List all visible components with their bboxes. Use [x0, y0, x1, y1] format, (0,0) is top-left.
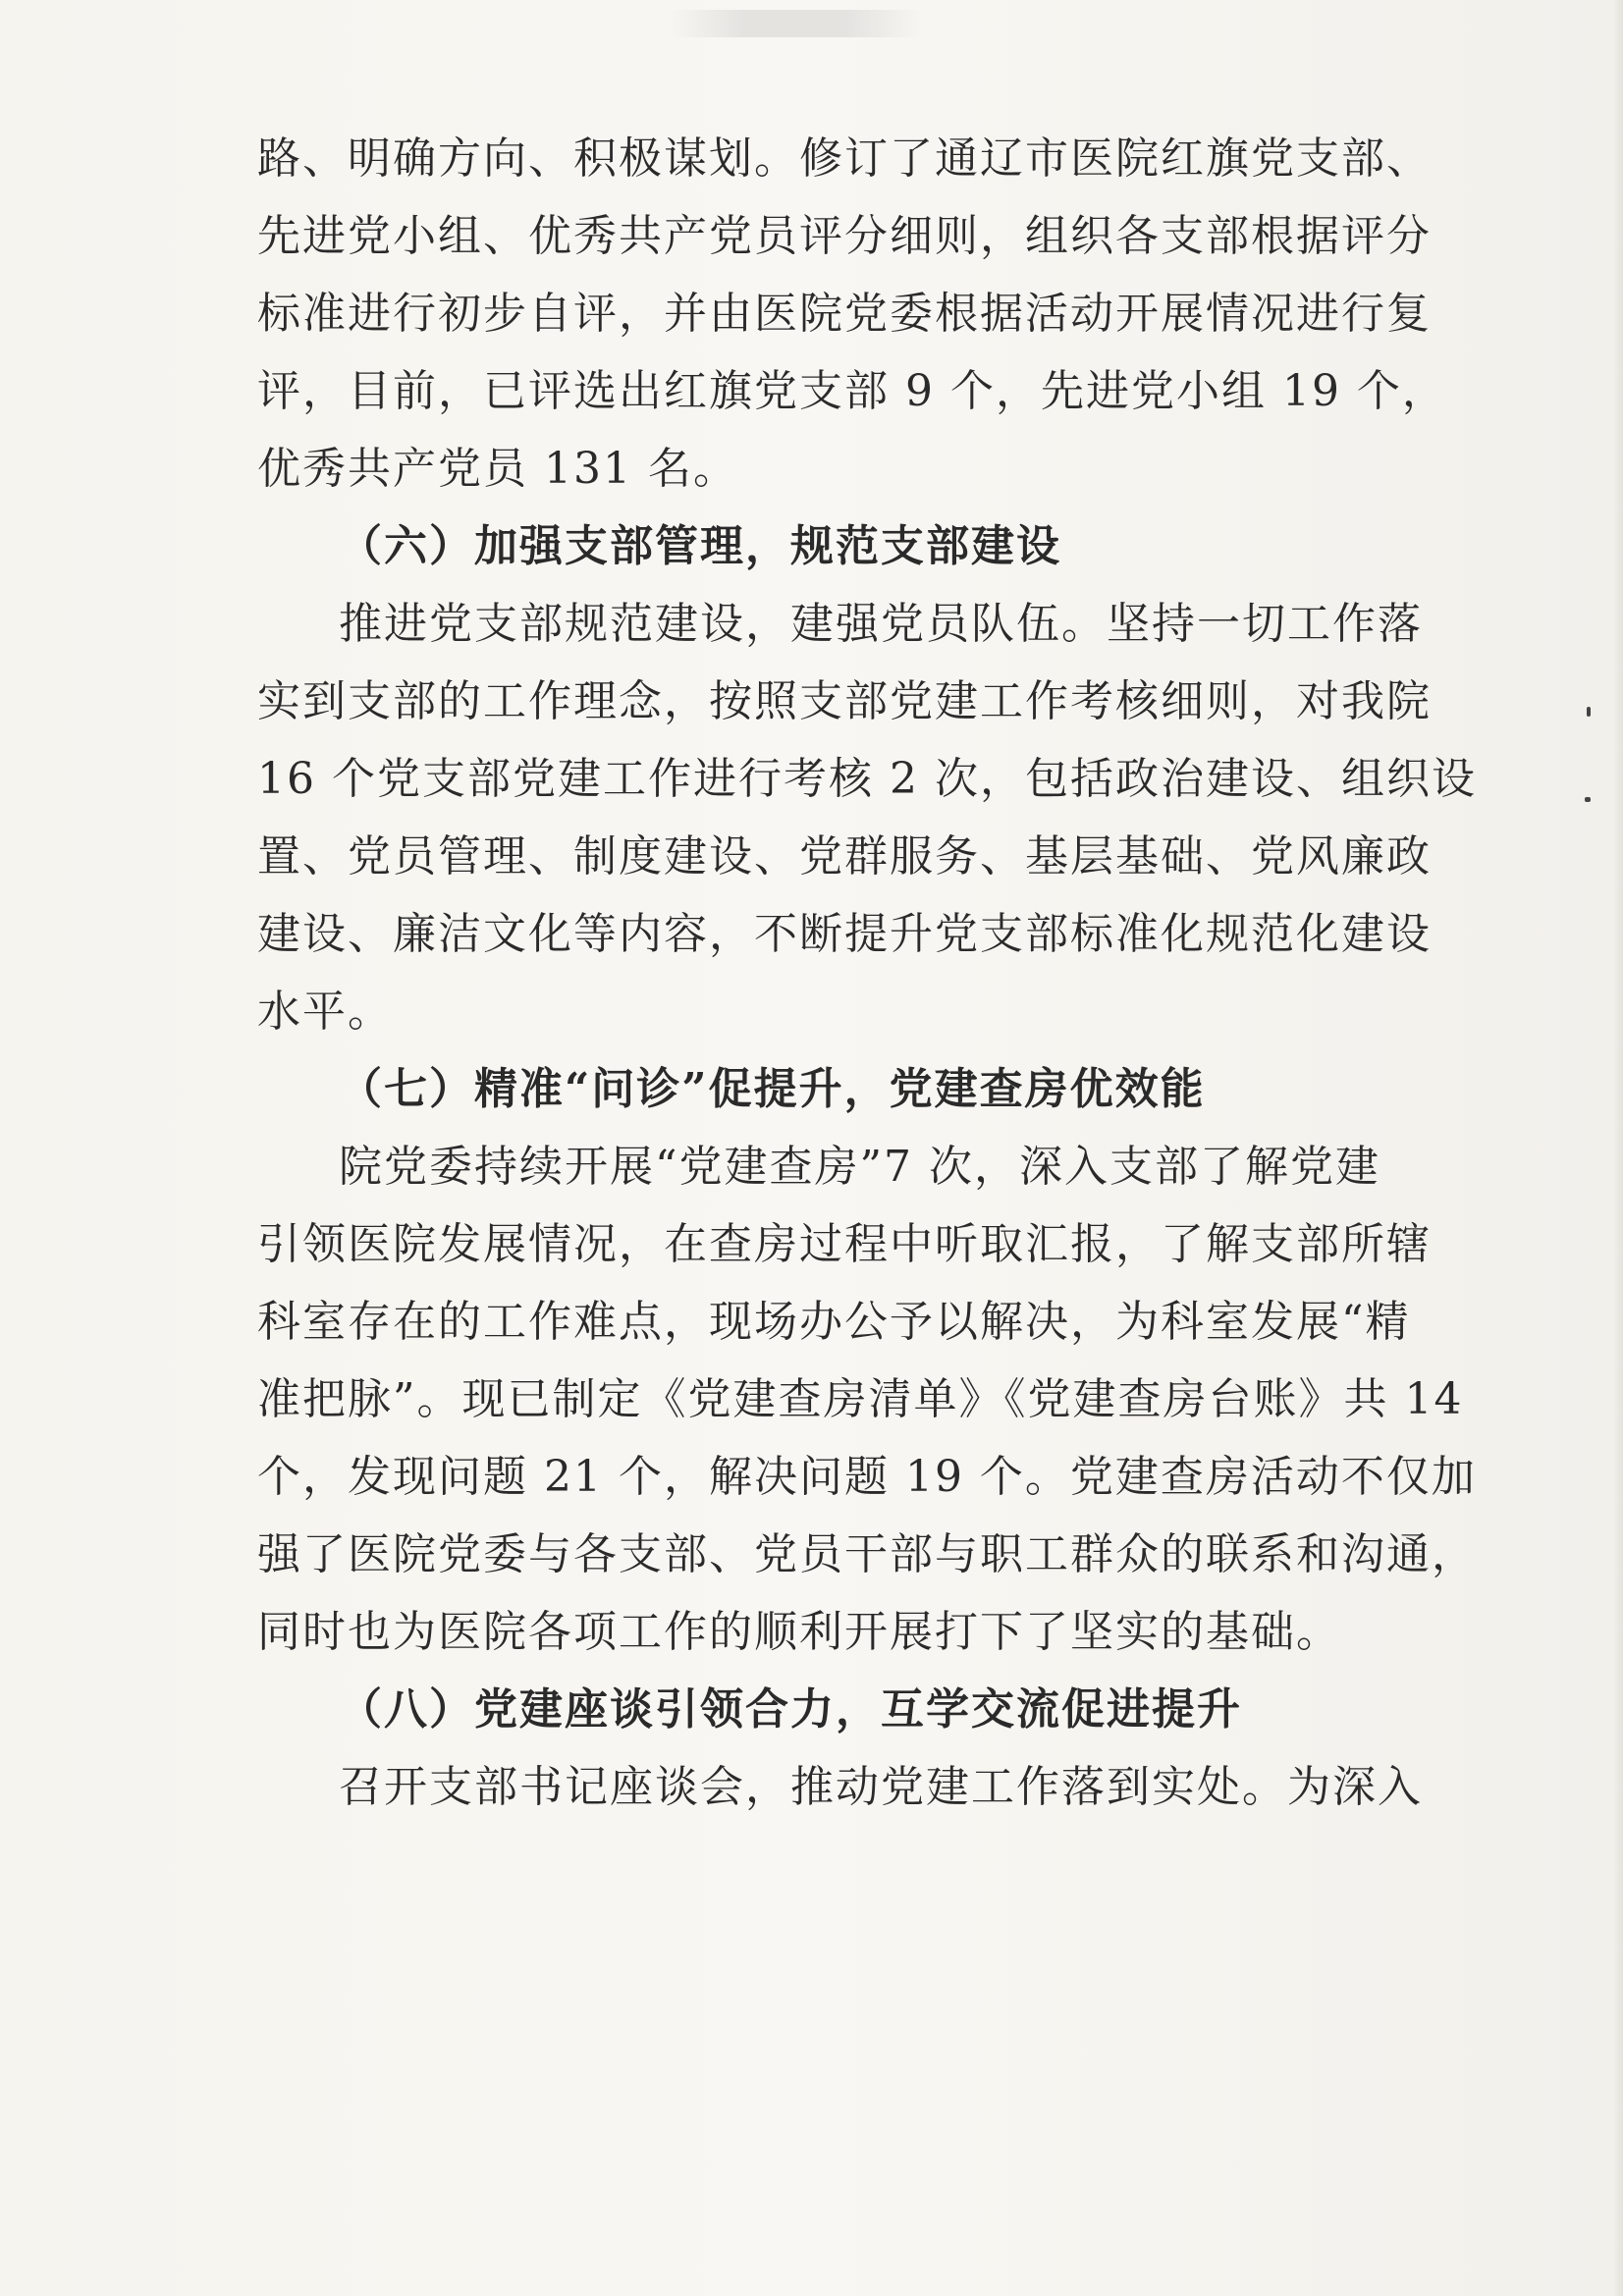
paragraph-line: 水平。 [257, 987, 393, 1037]
paragraph-line: 标准进行初步自评，并由医院党委根据活动开展情况进行复 [257, 289, 1432, 339]
paragraph-line: 建设、廉洁文化等内容，不断提升党支部标准化规范化建设 [257, 909, 1432, 959]
paragraph-line: 优秀共产党员 131 名。 [257, 444, 738, 494]
top-scan-artifact [668, 10, 923, 37]
paragraph-line: 路、明确方向、积极谋划。修订了通辽市医院红旗党支部、 [257, 133, 1432, 184]
section-heading-7: （七）精准“问诊”促提升，党建查房优效能 [339, 1064, 1206, 1114]
paragraph-line: 准把脉”。现已制定《党建查房清单》《党建查房台账》共 14 [257, 1374, 1464, 1424]
section-heading-8: （八）党建座谈引领合力，互学交流促进提升 [339, 1684, 1242, 1735]
scan-speck [1587, 707, 1591, 717]
paragraph-line: 16 个党支部党建工作进行考核 2 次，包括政治建设、组织设 [257, 754, 1477, 804]
paragraph-line: 同时也为医院各项工作的顺利开展打下了坚实的基础。 [257, 1607, 1341, 1657]
paragraph-line: 引领医院发展情况，在查房过程中听取汇报，了解支部所辖 [257, 1219, 1432, 1269]
paragraph-line: 召开支部书记座谈会，推动党建工作落到实处。为深入 [339, 1762, 1423, 1812]
paragraph-line: 评，目前，已评选出红旗党支部 9 个，先进党小组 19 个， [257, 366, 1447, 416]
paragraph-line: 个，发现问题 21 个，解决问题 19 个。党建查房活动不仅加 [257, 1452, 1477, 1502]
paragraph-line: 实到支部的工作理念，按照支部党建工作考核细则，对我院 [257, 676, 1432, 726]
paragraph-line: 先进党小组、优秀共产党员评分细则，组织各支部根据评分 [257, 211, 1432, 261]
paragraph-line: 科室存在的工作难点，现场办公予以解决，为科室发展“精 [257, 1297, 1411, 1347]
paragraph-line: 推进党支部规范建设，建强党员队伍。坚持一切工作落 [339, 599, 1423, 649]
page-edge-shadow [1613, 0, 1623, 2296]
paragraph-line: 置、党员管理、制度建设、党群服务、基层基础、党风廉政 [257, 831, 1432, 881]
paragraph-line: 强了医院党委与各支部、党员干部与职工群众的联系和沟通， [257, 1529, 1477, 1579]
scan-speck [1585, 797, 1591, 802]
section-heading-6: （六）加强支部管理，规范支部建设 [339, 521, 1061, 571]
paragraph-line: 院党委持续开展“党建查房”7 次，深入支部了解党建 [339, 1142, 1380, 1192]
